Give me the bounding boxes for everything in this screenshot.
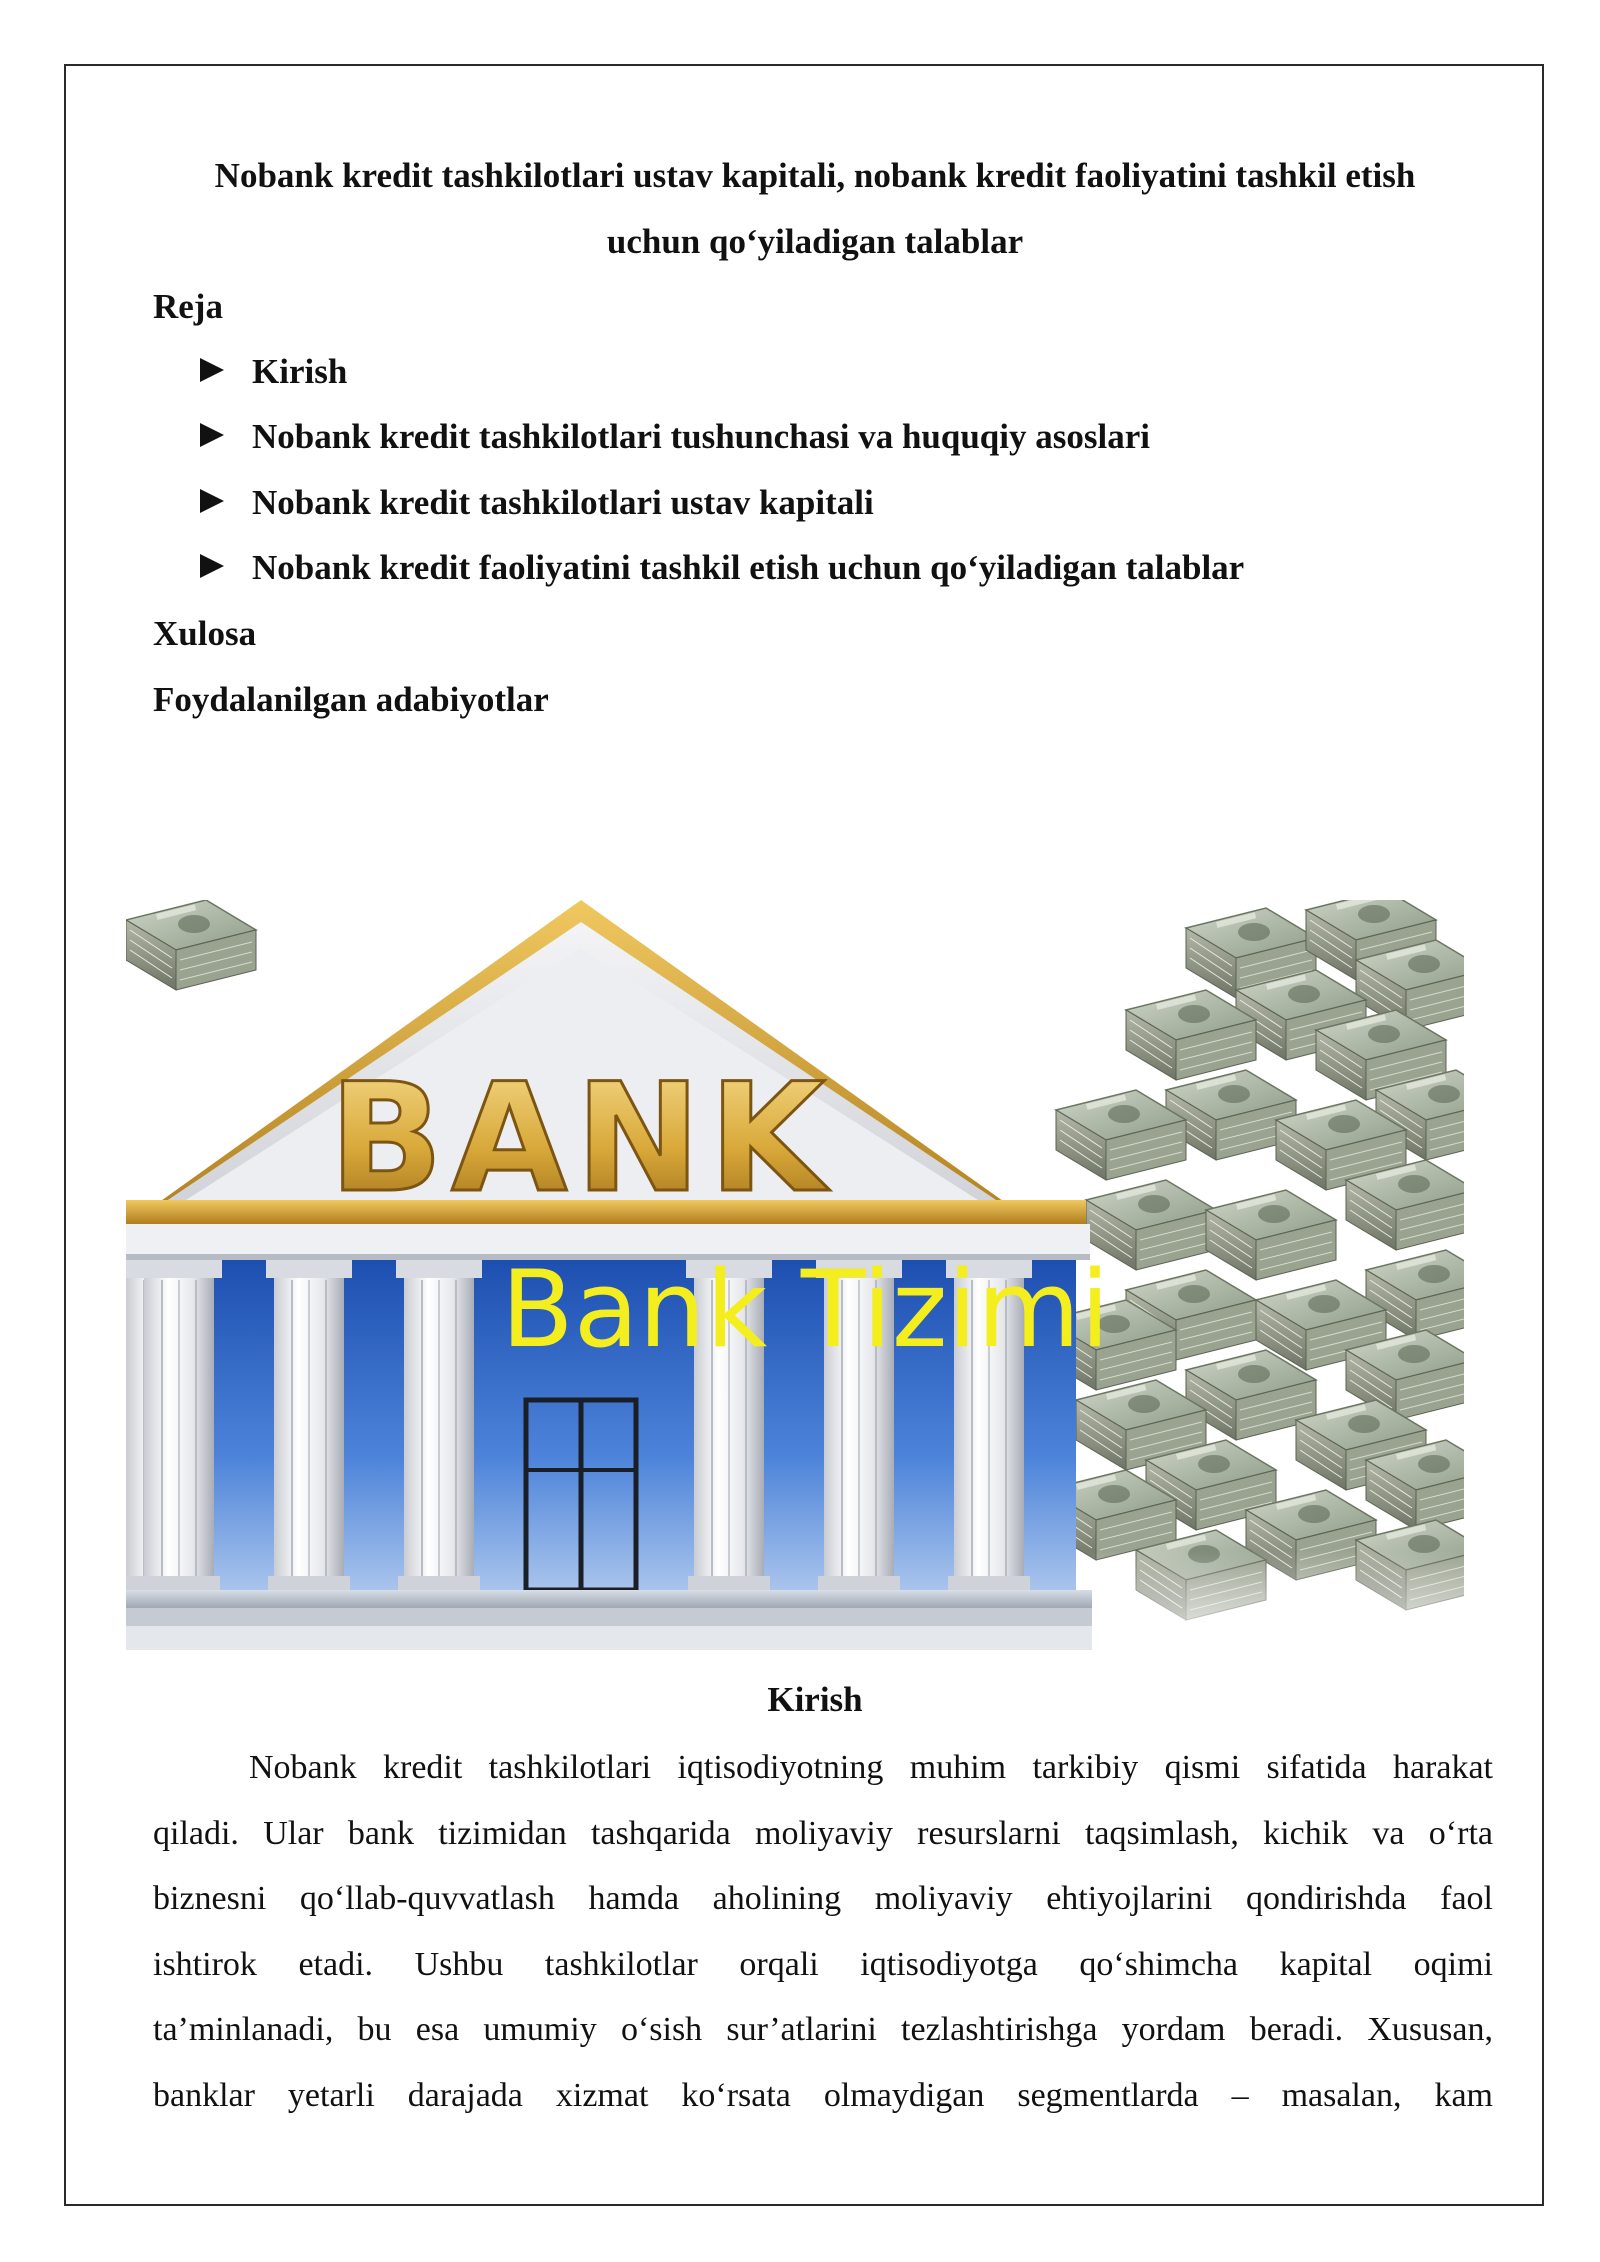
bank-tizimi-overlay-text: Bank Tizimi bbox=[501, 1248, 1110, 1371]
plan-item bbox=[200, 470, 1244, 536]
paragraph-line: ta’minlanadi, bu esa umumiy o‘sish sur’atlarini tezlashtirishga yordam beradi. Xususan, bbox=[153, 2011, 1493, 2049]
plan-item bbox=[200, 536, 1244, 602]
document-title-line-2: uchun qo‘yiladigan talablar bbox=[606, 222, 1024, 261]
arrow-bullet-icon bbox=[200, 554, 224, 578]
arrow-bullet-icon bbox=[200, 423, 224, 447]
arrow-bullet-icon bbox=[200, 358, 224, 382]
paragraph-line: banklar yetarli darajada xizmat ko‘rsata olmaydigan segmentlarda – masalan, kam bbox=[153, 2076, 1493, 2114]
references-label: Foydalanilgan adabiyotlar bbox=[153, 680, 549, 719]
plan-item-label: Kirish bbox=[252, 351, 348, 391]
intro-paragraph bbox=[153, 1735, 1493, 2129]
intro-heading: Kirish bbox=[767, 1680, 863, 1719]
plan-item bbox=[200, 339, 1244, 405]
plan-item bbox=[200, 405, 1244, 471]
plan-item-label: Nobank kredit faoliyatini tashkil etish uchun qo‘yiladigan talablar bbox=[252, 548, 1245, 588]
bank-sign-text: BANK bbox=[328, 1052, 834, 1226]
plan-list bbox=[200, 339, 1244, 601]
paragraph-line: biznesni qo‘llab-quvvatlash hamda aholining moliyaviy ehtiyojlarini qondirishda faol bbox=[153, 1880, 1493, 1918]
plan-label: Reja bbox=[153, 287, 223, 326]
paragraph-line: Nobank kredit tashkilotlari iqtisodiyotning muhim tarkibiy qismi sifatida harakat bbox=[249, 1749, 1493, 1786]
arrow-bullet-icon bbox=[200, 489, 224, 513]
document-title-line-1: Nobank kredit tashkilotlari ustav kapitali, nobank kredit faoliyatini tashkil etish bbox=[214, 156, 1416, 195]
plan-item-label: Nobank kredit tashkilotlari ustav kapitali bbox=[252, 482, 874, 522]
bank-illustration bbox=[126, 900, 1464, 1650]
paragraph-line: qiladi. Ular bank tizimidan tashqarida moliyaviy resurslarni taqsimlash, kichik va o‘rta bbox=[153, 1814, 1493, 1852]
paragraph-line: ishtirok etadi. Ushbu tashkilotlar orqali iqtisodiyotga qo‘shimcha kapital oqimi bbox=[153, 1945, 1493, 1983]
plan-item-label: Nobank kredit tashkilotlari tushunchasi va huquqiy asoslari bbox=[252, 417, 1150, 457]
conclusion-label: Xulosa bbox=[153, 614, 257, 653]
